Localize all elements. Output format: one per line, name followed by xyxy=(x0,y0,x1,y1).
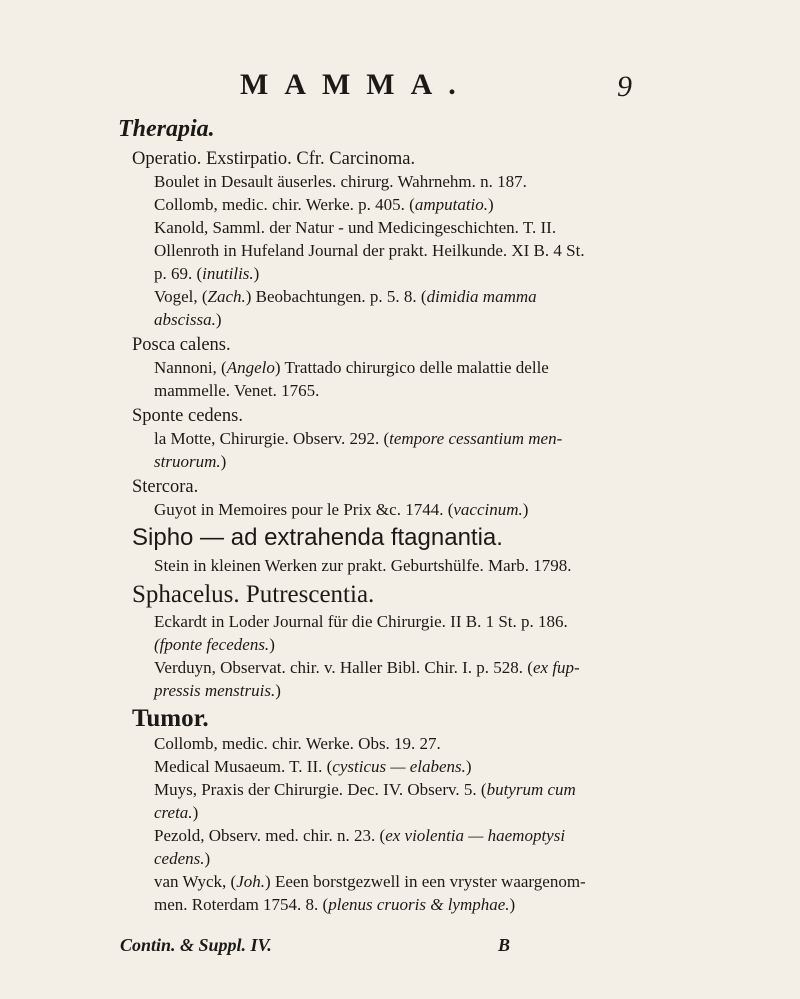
text-run: ) xyxy=(192,803,199,822)
text-run: Verduyn, Observat. chir. v. Haller Bibl. Chir. I. p. 528. ( xyxy=(154,658,533,677)
reference-continuation xyxy=(154,380,319,402)
italic-text: fponte fecedens. xyxy=(159,635,270,654)
section-title: Therapia. xyxy=(118,116,215,142)
italic-text: inutilis. xyxy=(202,264,254,283)
text-run: Stercora. xyxy=(132,477,199,497)
reference-line xyxy=(154,217,556,239)
entry-heading xyxy=(132,476,198,498)
italic-text: ( xyxy=(154,635,160,654)
italic-text: Joh. xyxy=(236,872,266,891)
reference-continuation xyxy=(154,680,281,702)
text-run: Sphacelus. Putrescentia. xyxy=(132,581,375,608)
text-run: Stein in kleinen Werken zur prakt. Geburtshülfe. Marb. 1798. xyxy=(154,556,572,575)
italic-text: struorum. xyxy=(154,452,221,471)
reference-continuation xyxy=(154,894,515,916)
italic-text: creta. xyxy=(154,803,193,822)
text-run: ) Beobachtungen. p. 5. 8. ( xyxy=(245,287,427,306)
reference-line xyxy=(154,825,565,847)
text-run: la Motte, Chirurgie. Observ. 292. ( xyxy=(154,429,390,448)
reference-line xyxy=(154,240,585,262)
italic-text: pressis menstruis. xyxy=(154,681,276,700)
text-run: ) xyxy=(465,757,472,776)
italic-text: dimidia mamma xyxy=(426,287,537,306)
text-run: ) xyxy=(509,895,516,914)
entry-heading xyxy=(132,148,415,170)
entry-heading xyxy=(132,581,374,609)
text-run: Operatio. Exstirpatio. Cfr. Carcinoma. xyxy=(132,149,416,169)
text-run: ) Trattado chirurgico delle malattie delle xyxy=(274,358,549,377)
italic-text: ex fup- xyxy=(532,658,580,677)
italic-text: Zach. xyxy=(207,287,246,306)
italic-text: Angelo xyxy=(226,358,275,377)
reference-line xyxy=(154,555,572,577)
text-run: Eckardt in Loder Journal für die Chirurgie. II B. 1 St. p. 186. xyxy=(154,612,568,631)
reference-line xyxy=(154,733,441,755)
text-run: Medical Musaeum. T. II. ( xyxy=(154,757,333,776)
italic-text: butyrum cum xyxy=(486,780,576,799)
text-run: van Wyck, ( xyxy=(154,872,237,891)
text-run: Posca calens. xyxy=(132,335,231,355)
signature-mark: B xyxy=(498,935,511,955)
text-run: ) xyxy=(522,500,529,519)
entry-heading xyxy=(132,705,209,733)
reference-line xyxy=(154,194,494,216)
entry-heading xyxy=(132,405,243,427)
text-run: ) xyxy=(215,310,222,329)
text-run: Nannoni, ( xyxy=(154,358,227,377)
text-run: ) xyxy=(269,635,275,654)
page-number: 9 xyxy=(617,70,632,103)
text-run: Sponte cedens. xyxy=(132,406,243,426)
reference-continuation xyxy=(154,848,210,870)
italic-text: plenus cruoris & lymphae. xyxy=(328,895,510,914)
text-run: Boulet in Desault äuserles. chirurg. Wahrnehm. n. 187. xyxy=(154,172,527,191)
text-run: ) Eeen borstgezwell in een vryster waargenom- xyxy=(265,872,586,891)
text-run: ) xyxy=(220,452,227,471)
continuation-note: Contin. & Suppl. IV. xyxy=(120,935,272,955)
reference-line xyxy=(154,357,549,379)
text-run: Collomb, medic. chir. Werke. Obs. 19. 27. xyxy=(154,734,441,753)
italic-text: cysticus — elabens. xyxy=(332,757,466,776)
text-run: mammelle. Venet. 1765. xyxy=(154,381,320,400)
text-run: Ollenroth in Hufeland Journal der prakt. Heilkunde. XI B. 4 St. xyxy=(154,241,585,260)
reference-line xyxy=(154,779,576,801)
text-run: Muys, Praxis der Chirurgie. Dec. IV. Observ. 5. ( xyxy=(154,780,487,799)
reference-continuation xyxy=(154,451,226,473)
reference-line xyxy=(154,871,586,893)
page-header xyxy=(0,62,800,102)
italic-text: cedens. xyxy=(154,849,205,868)
reference-line xyxy=(154,499,528,521)
text-run: Sipho — ad extrahenda ftagnantia. xyxy=(132,524,503,551)
text-run: ) xyxy=(253,264,260,283)
italic-text: abscissa. xyxy=(154,310,216,329)
text-run: ) xyxy=(488,195,494,214)
reference-continuation xyxy=(154,309,222,331)
reference-line xyxy=(154,657,580,679)
reference-continuation xyxy=(154,634,275,656)
text-run: men. Roterdam 1754. 8. ( xyxy=(154,895,329,914)
italic-text: ex violentia — haemoptysi xyxy=(385,826,566,845)
entry-heading xyxy=(132,524,503,552)
reference-line xyxy=(154,171,527,193)
text-run: ) xyxy=(204,849,211,868)
text-run: Kanold, Samml. der Natur - und Medicingeschichten. T. II. xyxy=(154,218,557,237)
italic-text: tempore cessantium men- xyxy=(389,429,563,448)
reference-continuation xyxy=(154,802,198,824)
text-run: ) xyxy=(275,681,281,700)
text-run: Collomb, medic. chir. Werke. p. 405. ( xyxy=(154,195,415,214)
reference-line xyxy=(154,611,568,633)
text-run: Tumor. xyxy=(132,705,209,732)
text-run: p. 69. ( xyxy=(154,264,203,283)
text-run: Pezold, Observ. med. chir. n. 23. ( xyxy=(154,826,386,845)
italic-text: amputatio. xyxy=(414,195,489,214)
text-run: Vogel, ( xyxy=(154,287,208,306)
reference-line xyxy=(154,428,562,450)
running-head: MAMMA. xyxy=(240,68,472,101)
text-run: Guyot in Memoires pour le Prix &c. 1744. ( xyxy=(154,500,454,519)
reference-line xyxy=(154,756,472,778)
entry-heading xyxy=(132,334,231,356)
italic-text: vaccinum. xyxy=(453,500,523,519)
reference-line xyxy=(154,286,537,308)
reference-continuation xyxy=(154,263,259,285)
